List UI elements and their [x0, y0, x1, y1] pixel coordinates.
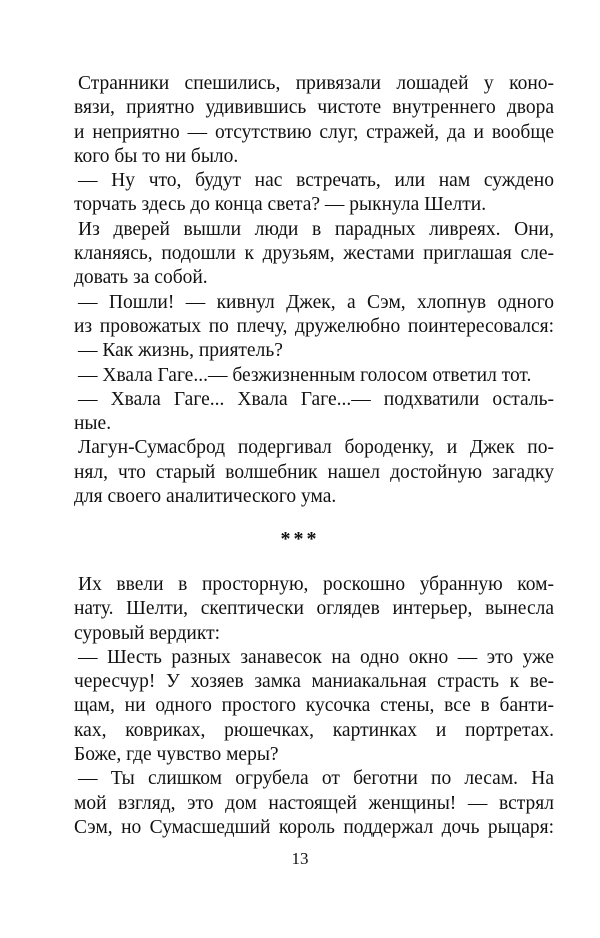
- text-line: Их ввели в просторную, роскошно убранную ком-: [78, 574, 554, 595]
- text-line: щам, ни одного простого кусочка стены, все в банти-: [74, 695, 554, 717]
- page-number: 13: [291, 849, 309, 868]
- text-line: — Хвала Гаге... Хвала Гаге...— подхватили осталь-: [78, 388, 554, 410]
- text-line: Из дверей вышли люди в парадных ливреях. Они,: [78, 218, 554, 240]
- text-line: — Ну что, будут нас встречать, или нам суждено: [78, 170, 554, 192]
- text-line: кланяясь, подошли к друзьям, жестами приглашая сле-: [74, 243, 554, 265]
- text-line: мой взгляд, это дом настоящей женщины! — встрял: [74, 792, 554, 814]
- section-separator: ***: [280, 528, 320, 550]
- text-line: — Как жизнь, приятель?: [78, 340, 283, 362]
- text-line: ные.: [74, 413, 112, 435]
- text-line: — Шесть разных занавесок на одно окно — это уже: [78, 646, 554, 668]
- text-block-1: [74, 72, 554, 509]
- text-line: вязи, приятно удивившись чистоте внутреннего двора: [74, 97, 554, 119]
- text-line: нату. Шелти, скептически оглядев интерьер, вынесла: [74, 598, 554, 620]
- text-line: нял, что старый волшебник нашел достойную загадку: [74, 461, 554, 483]
- text-line: ках, ковриках, рюшечках, картинках и портретах.: [74, 719, 554, 741]
- text-line: суровый вердикт:: [74, 622, 221, 644]
- text-line: кого бы то ни было.: [74, 145, 239, 167]
- text-line: Лагун-Сумасброд подергивал бороденку, и Джек по-: [78, 437, 554, 459]
- text-line: — Хвала Гаге...— безжизненным голосом ответил тот.: [78, 364, 532, 386]
- text-line: из провожатых по плечу, дружелюбно поинтересовался:: [74, 315, 554, 337]
- text-line: Боже, где чувство меры?: [74, 744, 279, 766]
- text-block-2: [74, 573, 554, 840]
- text-line: для своего аналитического ума.: [74, 486, 337, 508]
- text-line: довать за собой.: [74, 267, 208, 289]
- text-line: — Пошли! — кивнул Джек, а Сэм, хлопнув одного: [78, 291, 554, 313]
- text-line: и неприятно — отсутствию слуг, стражей, да и вообще: [74, 121, 554, 143]
- text-line: Странники спешились, привязали лошадей у коно-: [78, 73, 554, 94]
- text-line: чересчур! У хозяев замка маниакальная страсть к ве-: [74, 671, 554, 693]
- text-line: — Ты слишком огрубела от беготни по лесам. На: [78, 768, 554, 790]
- text-line: торчать здесь до конца света? — рыкнула Шелти.: [74, 194, 487, 216]
- text-line: Сэм, но Сумасшедший король поддержал дочь рыцаря:: [74, 816, 554, 838]
